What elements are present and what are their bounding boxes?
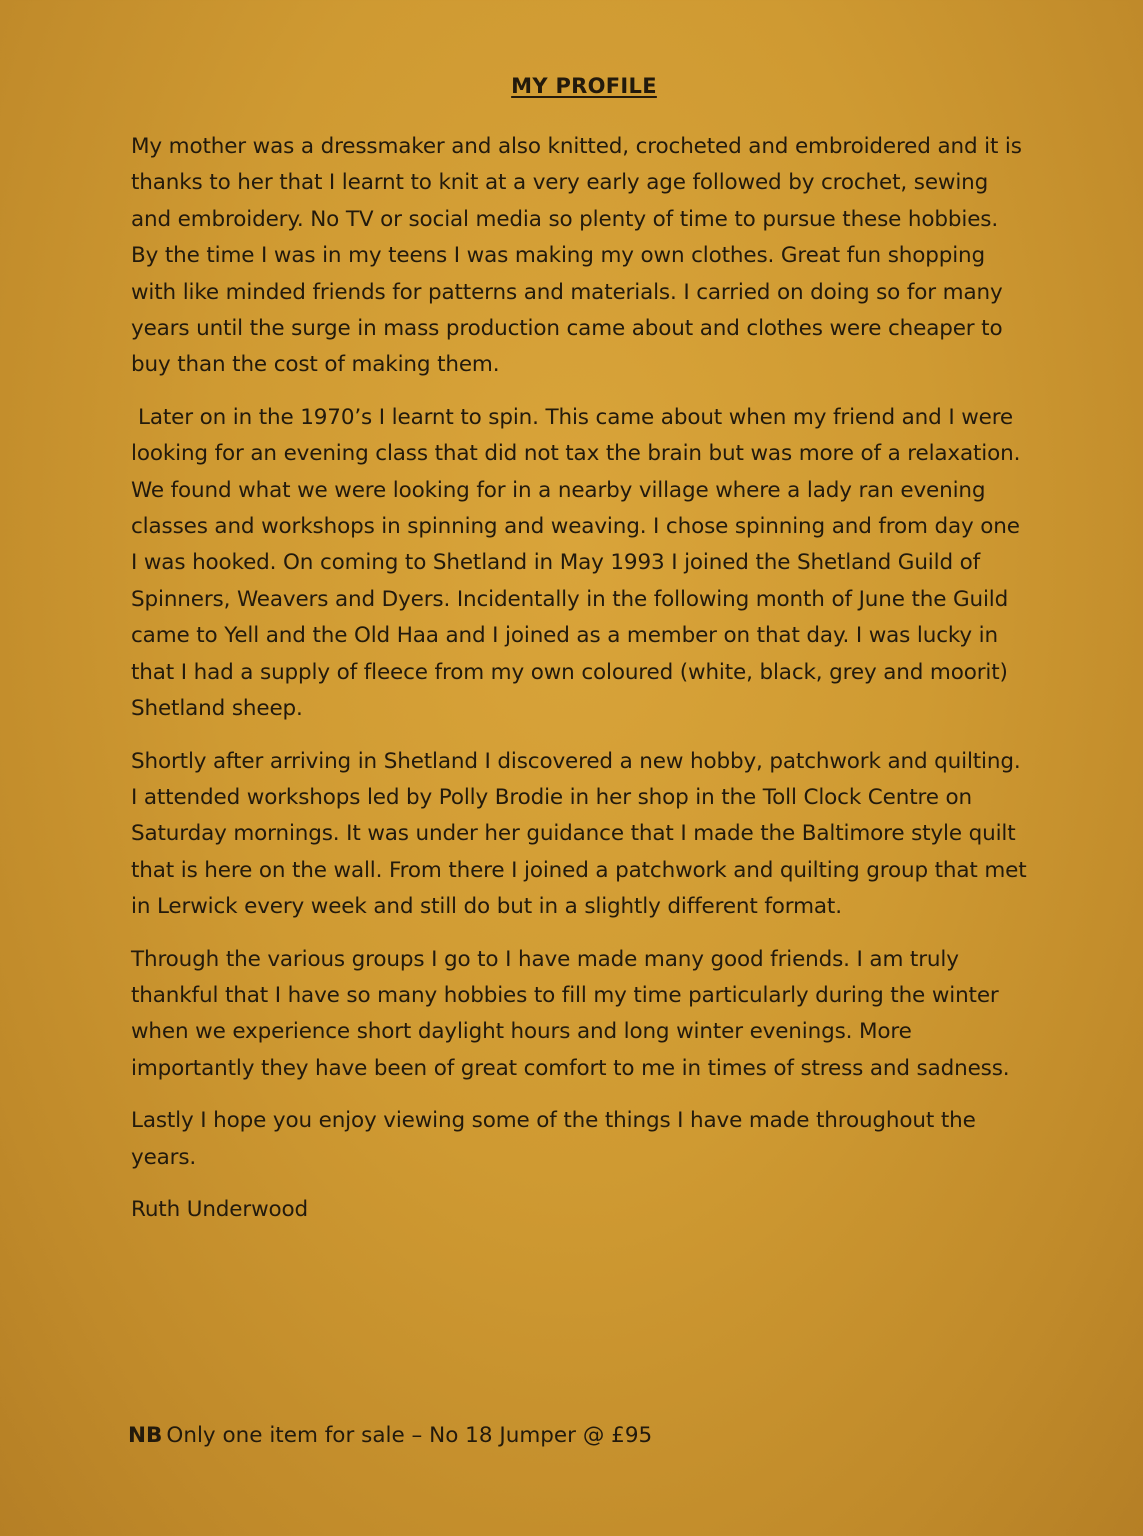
paragraph-spinning: Later on in the 1970’s I learnt to spin. This came about when my friend and I were looking for an evening class that did not tax the brain but was more of a relaxation. We found what we were looking for in a nearby village where a lady ran evening classes and workshops in spinning and weaving. I chose spinning and from day one I was hooked. On coming to Shetland in May 1993 I joined the Shetland Guild of Spinners, Weavers and Dyers. Incidentally in the following month of June the Guild came to Yell and the Old Haa and I joined as a member on that day. I was lucky in that I had a supply of fleece from my own coloured (white, black, grey and moorit) Shetland sheep. <box>131 404 1021 722</box>
signature: Ruth Underwood <box>131 1196 309 1222</box>
page-title: MY PROFILE <box>511 74 657 98</box>
paragraph-closing: Lastly I hope you enjoy viewing some of the things I have made throughout the years. <box>131 1108 976 1170</box>
paragraph-friends: Through the various groups I go to I have made many good friends. I am truly thankful that I have so many hobbies to fill my time particularly during the winter when we experience short daylight hours and long winter evenings. More importantly they have been of great comfort to me in times of stress and sadness. <box>131 946 1010 1081</box>
paragraph-quilting: Shortly after arriving in Shetland I discovered a new hobby, patchwork and quilting. I attended workshops led by Polly Brodie in her shop in the Toll Clock Centre on Saturday mornings. It was under her guidance that I made the Baltimore style quilt that is here on the wall. From there I joined a patchwork and quilting group that met in Lerwick every week and still do but in a slightly different format. <box>131 748 1027 920</box>
sale-note <box>128 1418 652 1454</box>
note-text: Only one item for sale – No 18 Jumper @ £95 <box>166 1423 653 1448</box>
note-label: NB <box>128 1423 163 1448</box>
profile-body <box>131 129 1031 1244</box>
paragraph-dressmaking: My mother was a dressmaker and also knitted, crocheted and embroidered and it is thanks to her that I learnt to knit at a very early age followed by crochet, sewing and embroidery. No TV or social media so plenty of time to pursue these hobbies. By the time I was in my teens I was making my own clothes. Great fun shopping with like minded friends for patterns and materials. I carried on doing so for many years until the surge in mass production came about and clothes were cheaper to buy than the cost of making them. <box>131 134 1022 378</box>
